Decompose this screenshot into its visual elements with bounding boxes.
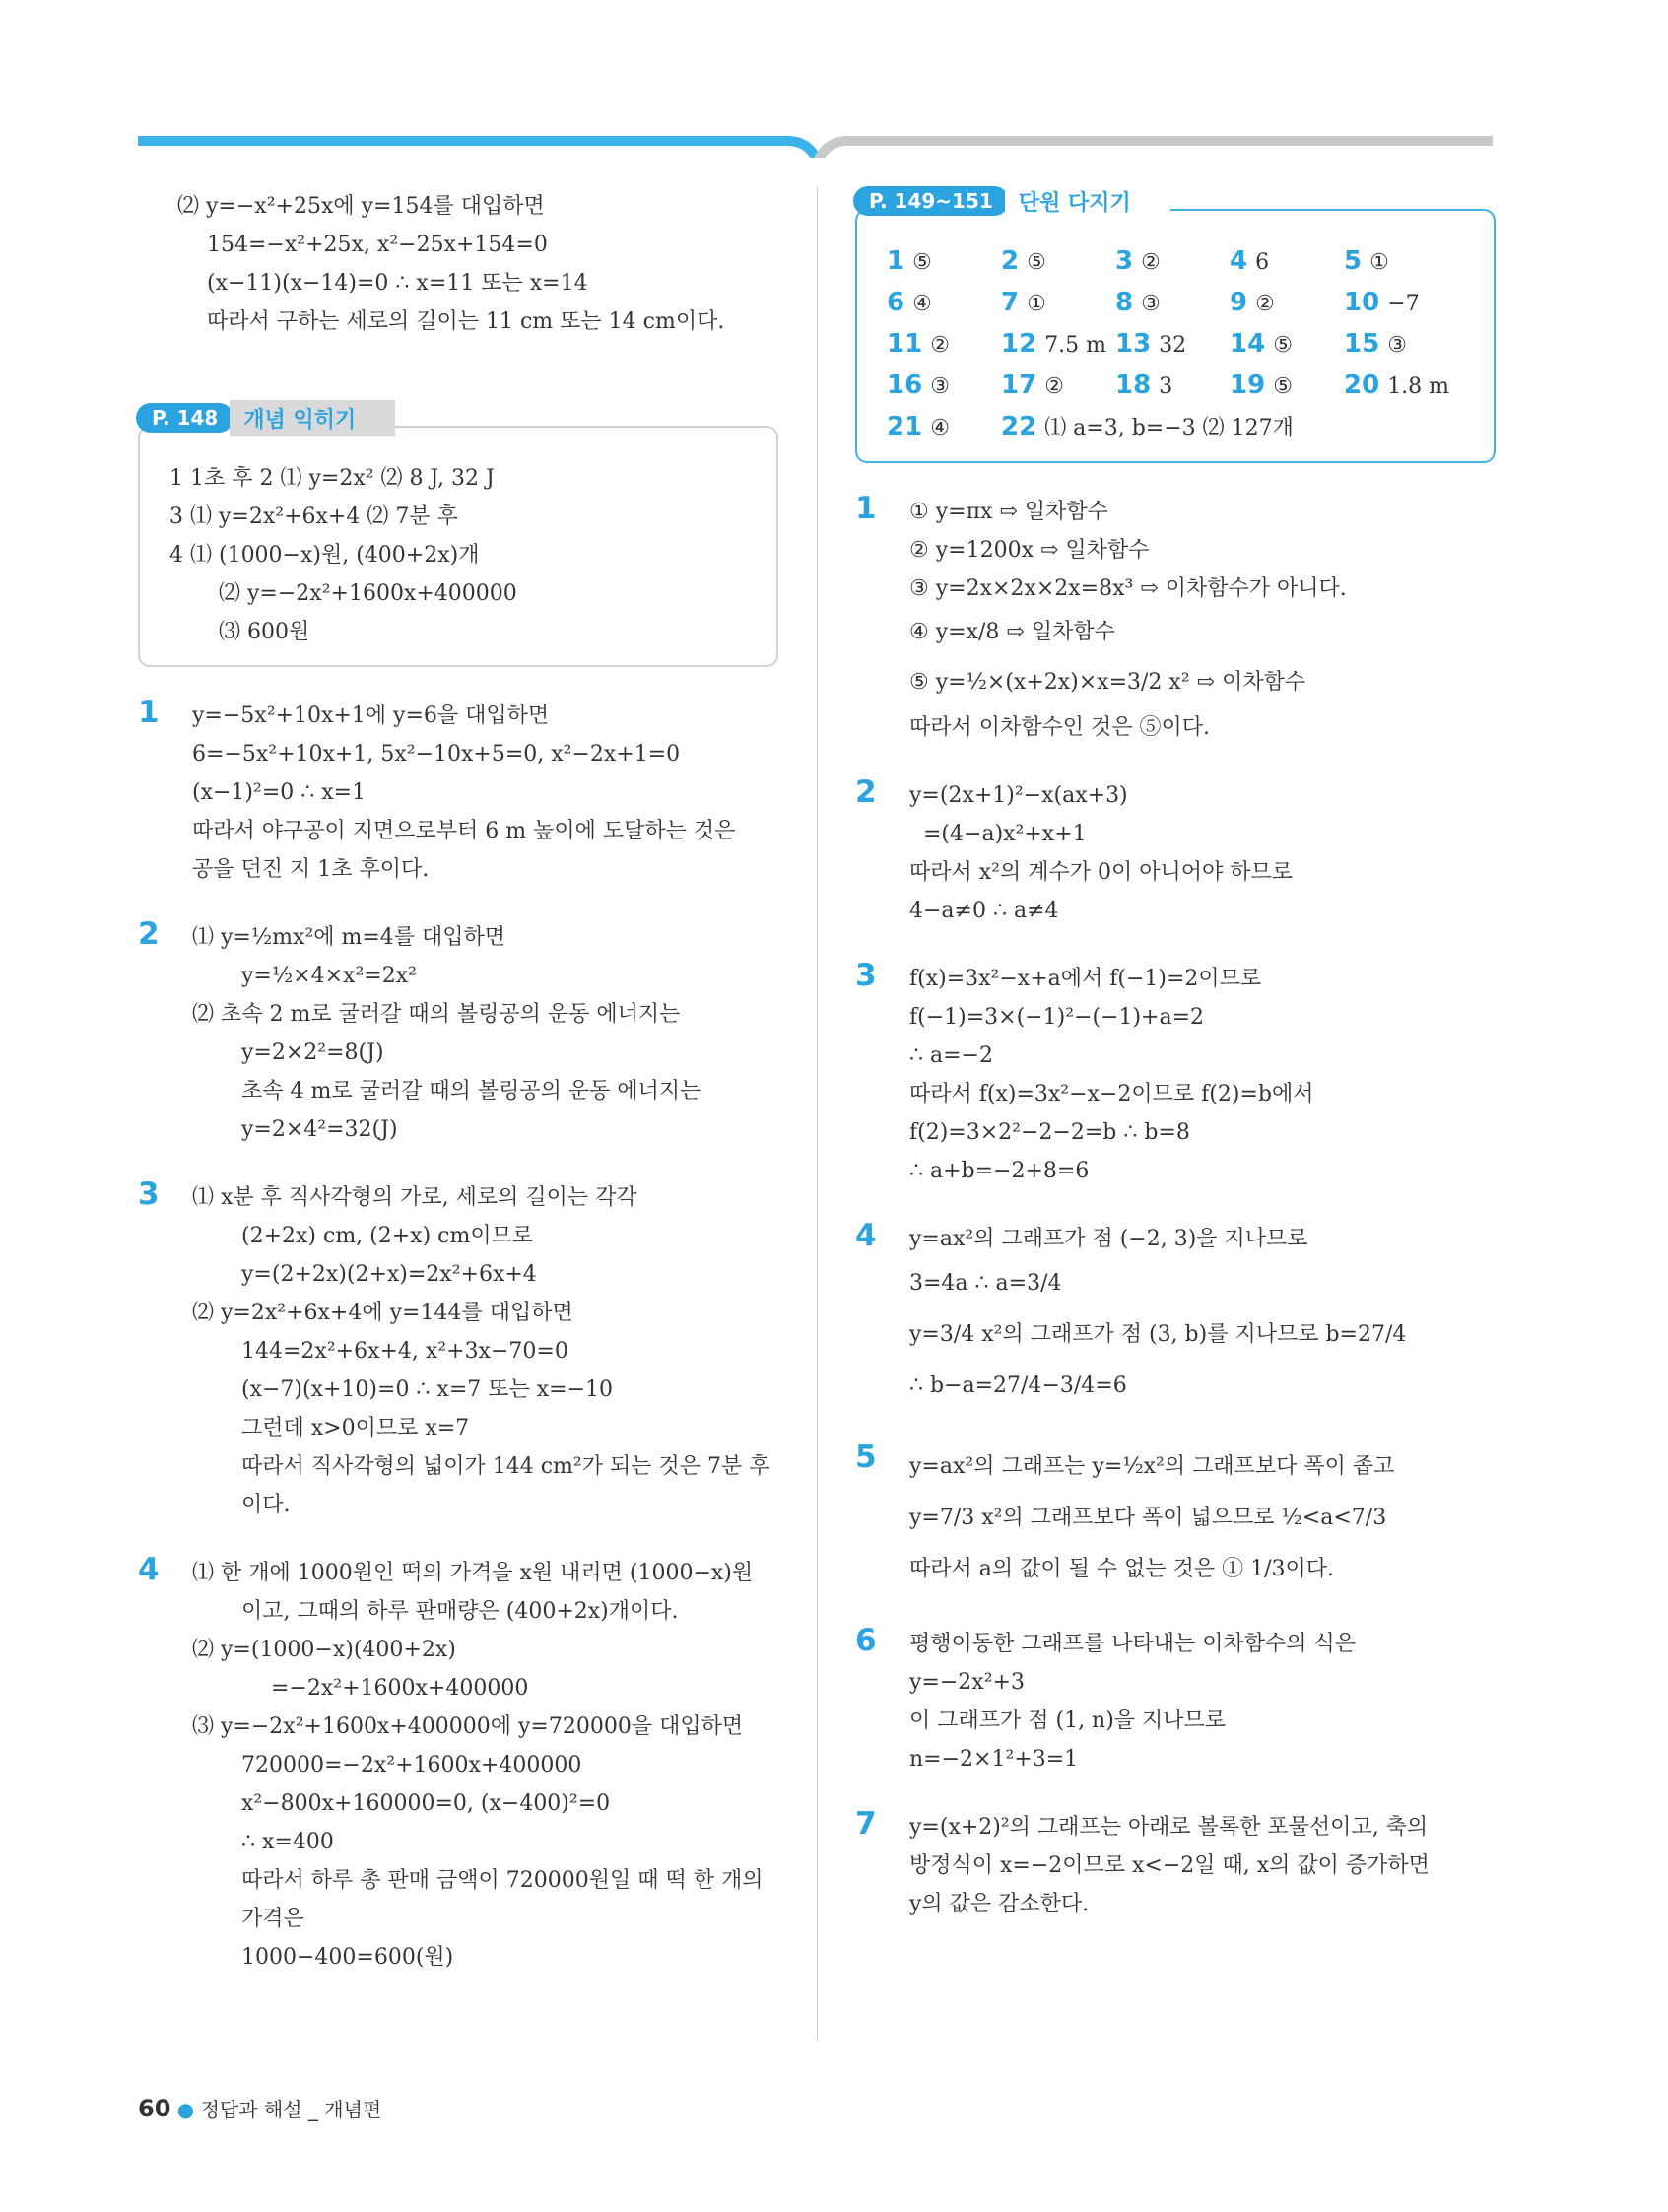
answer-cell <box>1230 242 1344 282</box>
problem-number: 1 <box>138 695 160 730</box>
answer-value: ② <box>930 333 950 358</box>
answer-number: 1 <box>887 246 905 276</box>
text-line: x²−800x+160000=0, (x−400)²=0 <box>241 1791 611 1816</box>
answer-value: ③ <box>1141 292 1161 316</box>
answer-value: ① <box>1369 250 1389 275</box>
answer-number: 16 <box>887 370 923 400</box>
answer-cell <box>887 367 1001 406</box>
answer-cell <box>1001 242 1115 282</box>
text-line: ⑶ y=−2x²+1600x+400000에 y=720000을 대입하면 <box>192 1714 744 1739</box>
text-line: 이다. <box>241 1493 291 1517</box>
page-pill: P. 149~151 <box>853 186 1009 216</box>
answer-value: ⑴ a=3, b=−3 ⑵ 127개 <box>1044 416 1294 440</box>
answer-value: ⑤ <box>912 250 932 275</box>
text-line: y의 값은 감소한다. <box>909 1892 1090 1916</box>
answer-cell <box>1001 408 1462 447</box>
box-title: 단원 다지기 <box>1005 183 1170 220</box>
problem-number: 4 <box>855 1218 877 1253</box>
page-number: 60 <box>138 2095 171 2122</box>
text-line: 6=−5x²+10x+1, 5x²−10x+5=0, x²−2x+1=0 <box>192 742 681 767</box>
problem-number: 2 <box>855 774 877 810</box>
text-line: f(−1)=3×(−1)²−(−1)+a=2 <box>909 1005 1205 1030</box>
answer-number: 21 <box>887 412 923 441</box>
answer-number: 2 <box>1001 246 1020 276</box>
problem-6 <box>855 1625 1496 1778</box>
right-column <box>855 187 1496 1923</box>
answer-number: 3 <box>1115 246 1134 276</box>
answer-number: 4 <box>1230 246 1248 276</box>
bullet-icon: ● <box>176 2098 195 2121</box>
text-line: 따라서 구하는 세로의 길이는 11 cm 또는 14 cm이다. <box>207 309 725 334</box>
answer-value: 3 <box>1159 374 1173 399</box>
problem-2 <box>138 918 778 1149</box>
problem-2 <box>855 776 1496 930</box>
text-line: 이고, 그때의 하루 판매량은 (400+2x)개이다. <box>241 1599 679 1624</box>
text-line: ⑴ x분 후 직사각형의 가로, 세로의 길이는 각각 <box>192 1185 637 1210</box>
text-line: n=−2×1²+3=1 <box>909 1747 1079 1772</box>
text-line: 따라서 하루 총 판매 금액이 720000원일 때 떡 한 개의 <box>241 1868 764 1893</box>
answer-value: ② <box>1141 250 1161 275</box>
text-line: y=½×4×x²=2x² <box>241 964 417 988</box>
page-footer <box>138 2094 381 2122</box>
answer-number: 12 <box>1001 329 1037 359</box>
problem-3 <box>138 1178 778 1524</box>
text-line: 144=2x²+6x+4, x²+3x−70=0 <box>241 1339 568 1364</box>
concept-practice-box <box>138 406 778 667</box>
continued-solution <box>138 187 778 341</box>
problem-number: 3 <box>138 1176 160 1212</box>
answer-cell <box>1344 242 1462 282</box>
answer-value: ③ <box>1387 333 1407 358</box>
answer-cell <box>887 325 1001 365</box>
answer-cell <box>1230 367 1344 406</box>
text-line: 따라서 야구공이 지면으로부터 6 m 높이에 도달하는 것은 <box>192 819 736 843</box>
answer-cell <box>887 284 1001 323</box>
text-line: 따라서 직사각형의 넓이가 144 cm²가 되는 것은 7분 후 <box>241 1454 770 1479</box>
answer-value: ③ <box>930 374 950 399</box>
problem-number: 3 <box>855 958 877 993</box>
problem-4 <box>138 1554 778 1977</box>
text-line: (x−1)²=0 ∴ x=1 <box>192 780 367 805</box>
answer-value: 6 <box>1255 250 1270 275</box>
answer-cell <box>1001 284 1115 323</box>
text-line: y=ax²의 그래프는 y=½x²의 그래프보다 폭이 좁고 <box>909 1454 1395 1479</box>
text-line: 공을 던진 지 1초 후이다. <box>192 857 430 882</box>
problem-1 <box>138 697 778 889</box>
text-line: (x−11)(x−14)=0 ∴ x=11 또는 x=14 <box>207 271 588 296</box>
text-line: y=7/3 x²의 그래프보다 폭이 넓으므로 ½<a<7/3 <box>909 1506 1387 1530</box>
left-column <box>138 187 778 1977</box>
answer-value: ⑤ <box>1273 374 1293 399</box>
answer-cell <box>1230 284 1344 323</box>
answer-value: ② <box>1044 374 1064 399</box>
answer-grid <box>887 242 1474 447</box>
answer-cell <box>1344 367 1462 406</box>
text-line: f(x)=3x²−x+a에서 f(−1)=2이므로 <box>909 967 1262 991</box>
text-line: ⑤ y=½×(x+2x)×x=3/2 x² ⇨ 이차함수 <box>909 670 1306 695</box>
box-tag <box>853 185 1170 217</box>
answer-number: 22 <box>1001 412 1037 441</box>
text-line: 평행이동한 그래프를 나타내는 이차함수의 식은 <box>909 1632 1357 1656</box>
text-line: ④ y=x/8 ⇨ 일차함수 <box>909 620 1115 644</box>
answer-cell <box>1344 284 1462 323</box>
text-line: 가격은 <box>241 1907 304 1931</box>
text-line: ∴ x=400 <box>241 1830 334 1854</box>
problem-number: 5 <box>855 1440 877 1475</box>
unit-review-box <box>855 189 1496 463</box>
problem-4 <box>855 1220 1496 1412</box>
text-line: 방정식이 x=−2이므로 x<−2일 때, x의 값이 증가하면 <box>909 1853 1430 1878</box>
answer-value: 1.8 m <box>1387 374 1450 399</box>
footer-title: 정답과 해설 _ 개념편 <box>200 2098 382 2121</box>
text-line: ⑴ y=½mx²에 m=4를 대입하면 <box>192 925 506 950</box>
answer-line: 4 ⑴ (1000−x)원, (400+2x)개 <box>169 543 480 568</box>
answer-number: 11 <box>887 329 923 359</box>
text-line: 따라서 f(x)=3x²−x−2이므로 f(2)=b에서 <box>909 1082 1314 1106</box>
problem-5 <box>855 1441 1496 1595</box>
problem-7 <box>855 1808 1496 1923</box>
problem-1 <box>855 493 1496 747</box>
text-line: (2+2x) cm, (2+x) cm이므로 <box>241 1224 534 1248</box>
answer-cell <box>1115 367 1230 406</box>
problem-number: 1 <box>855 491 877 526</box>
text-line: y=−2x²+3 <box>909 1670 1025 1695</box>
text-line: 따라서 a의 값이 될 수 없는 것은 ① 1/3이다. <box>909 1557 1334 1581</box>
problem-number: 7 <box>855 1806 877 1842</box>
text-line: ⑵ 초속 2 m로 굴러갈 때의 볼링공의 운동 에너지는 <box>192 1002 681 1027</box>
column-divider <box>817 187 818 2040</box>
text-line: 따라서 x²의 계수가 0이 아니어야 하므로 <box>909 860 1293 885</box>
answer-cell <box>1115 284 1230 323</box>
problem-3 <box>855 960 1496 1190</box>
answer-cell <box>1115 242 1230 282</box>
text-line: f(2)=3×2²−2−2=b ∴ b=8 <box>909 1120 1190 1145</box>
text-line: 초속 4 m로 굴러갈 때의 볼링공의 운동 에너지는 <box>241 1079 701 1104</box>
text-line: y=(2x+1)²−x(ax+3) <box>909 783 1128 808</box>
text-line: 154=−x²+25x, x²−25x+154=0 <box>207 233 548 257</box>
answer-line: ⑶ 600원 <box>219 620 310 644</box>
text-line: ⑵ y=(1000−x)(400+2x) <box>192 1638 456 1662</box>
text-line: y=2×2²=8(J) <box>241 1040 384 1065</box>
answer-number: 18 <box>1115 370 1152 400</box>
answer-cell <box>887 408 1001 447</box>
answer-value: ② <box>1255 292 1275 316</box>
problem-number: 6 <box>855 1623 877 1658</box>
answer-line: ⑵ y=−2x²+1600x+400000 <box>219 581 517 606</box>
answer-line: 3 ⑴ y=2x²+6x+4 ⑵ 7분 후 <box>169 504 458 529</box>
answer-number: 13 <box>1115 329 1152 359</box>
text-line: =−2x²+1600x+400000 <box>271 1676 529 1701</box>
text-line: y=(x+2)²의 그래프는 아래로 볼록한 포물선이고, 축의 <box>909 1815 1429 1840</box>
text-line: ∴ b−a=27/4−3/4=6 <box>909 1374 1127 1398</box>
text-line: 4−a≠0 ∴ a≠4 <box>909 899 1059 923</box>
answer-cell <box>1001 325 1115 365</box>
text-line: 720000=−2x²+1600x+400000 <box>241 1753 582 1777</box>
answer-value: 7.5 m <box>1044 333 1107 358</box>
text-line: 3=4a ∴ a=3/4 <box>909 1271 1062 1296</box>
answer-number: 20 <box>1344 370 1380 400</box>
text-line: ∴ a=−2 <box>909 1043 993 1068</box>
answer-value: ① <box>1027 292 1046 316</box>
answer-cell <box>1115 325 1230 365</box>
text-line: ∴ a+b=−2+8=6 <box>909 1159 1090 1183</box>
answer-number: 19 <box>1230 370 1266 400</box>
text-line: y=ax²의 그래프가 점 (−2, 3)을 지나므로 <box>909 1227 1308 1251</box>
answer-value: ④ <box>930 416 950 440</box>
answer-value: 32 <box>1159 333 1187 358</box>
text-line: 따라서 이차함수인 것은 ⑤이다. <box>909 715 1210 740</box>
text-line: 그런데 x>0이므로 x=7 <box>241 1416 470 1441</box>
problem-number: 4 <box>138 1552 160 1587</box>
text-line: y=−5x²+10x+1에 y=6을 대입하면 <box>192 704 550 728</box>
text-line: 1000−400=600(원) <box>241 1945 454 1970</box>
top-banner-bar <box>0 0 1668 158</box>
text-line: ① y=πx ⇨ 일차함수 <box>909 500 1108 524</box>
page-pill: P. 148 <box>136 403 234 433</box>
answer-cell <box>1230 325 1344 365</box>
text-line: ② y=1200x ⇨ 일차함수 <box>909 538 1150 563</box>
answer-value: −7 <box>1387 292 1420 316</box>
problem-number: 2 <box>138 916 160 952</box>
answer-value: ⑤ <box>1273 333 1293 358</box>
answer-cell <box>887 242 1001 282</box>
answer-number: 15 <box>1344 329 1380 359</box>
answer-number: 9 <box>1230 288 1248 317</box>
answer-cell <box>1344 325 1462 365</box>
text-line: (x−7)(x+10)=0 ∴ x=7 또는 x=−10 <box>241 1377 614 1402</box>
answer-number: 7 <box>1001 288 1020 317</box>
answer-number: 10 <box>1344 288 1380 317</box>
answer-cell <box>1001 367 1115 406</box>
text-line: ⑴ 한 개에 1000원인 떡의 가격을 x원 내리면 (1000−x)원 <box>192 1561 754 1585</box>
text-line: ③ y=2x×2x×2x=8x³ ⇨ 이차함수가 아니다. <box>909 576 1347 601</box>
text-line: y=(2+2x)(2+x)=2x²+6x+4 <box>241 1262 537 1287</box>
text-line: y=2×4²=32(J) <box>241 1117 398 1142</box>
answer-number: 17 <box>1001 370 1037 400</box>
text-line: =(4−a)x²+x+1 <box>923 822 1087 846</box>
text-line: y=3/4 x²의 그래프가 점 (3, b)를 지나므로 b=27/4 <box>909 1322 1407 1347</box>
answer-number: 5 <box>1344 246 1363 276</box>
text-line: 이 그래프가 점 (1, n)을 지나므로 <box>909 1709 1227 1733</box>
answer-number: 6 <box>887 288 905 317</box>
text-line: ⑵ y=−x²+25x에 y=154를 대입하면 <box>177 194 545 219</box>
text-line: ⑵ y=2x²+6x+4에 y=144를 대입하면 <box>192 1301 573 1325</box>
box-tag <box>136 402 395 434</box>
answer-number: 8 <box>1115 288 1134 317</box>
answer-value: ⑤ <box>1027 250 1046 275</box>
answer-number: 14 <box>1230 329 1266 359</box>
box-title: 개념 익히기 <box>230 400 395 436</box>
answer-line: 1 1초 후 2 ⑴ y=2x² ⑵ 8 J, 32 J <box>169 466 495 491</box>
answer-value: ④ <box>912 292 932 316</box>
